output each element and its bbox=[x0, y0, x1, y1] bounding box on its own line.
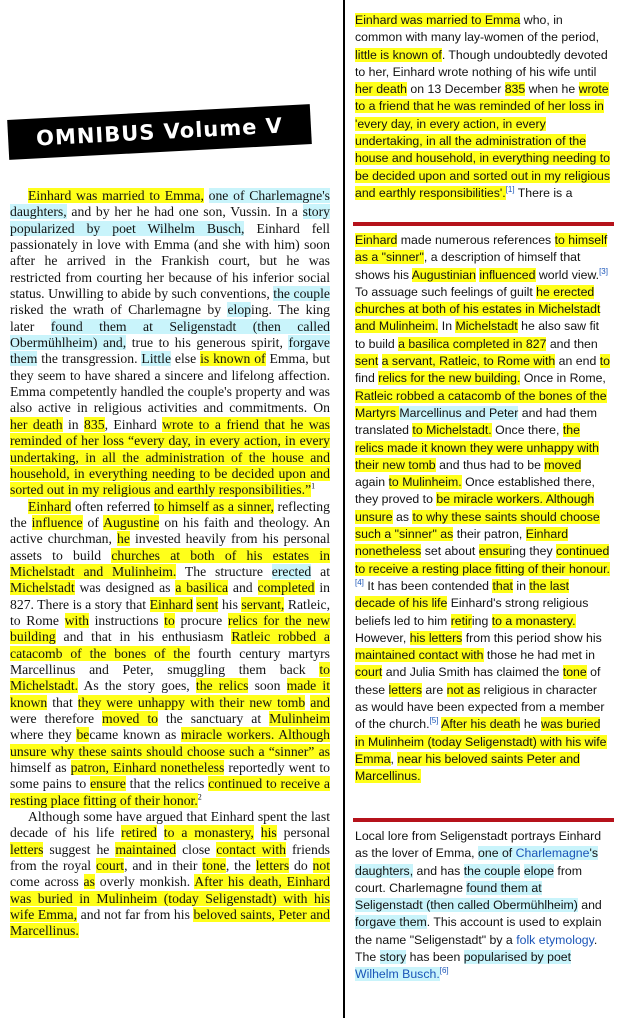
text-run: true to his generous spirit, bbox=[126, 335, 289, 351]
text-run: as bbox=[392, 509, 413, 524]
text-run: friends from the royal bbox=[10, 841, 331, 874]
highlighted-text: maintained bbox=[115, 841, 177, 857]
text-run: and not far from his bbox=[77, 907, 194, 923]
highlighted-text: found them at Seligenstadt (then called Obermühlheim) and, bbox=[10, 318, 330, 351]
text-run: suggest he bbox=[43, 841, 116, 857]
text-run: , and in their bbox=[124, 858, 203, 874]
text-run: again bbox=[355, 475, 389, 490]
text-run: the sanctuary at bbox=[157, 711, 270, 726]
text-run: he bbox=[520, 717, 541, 732]
highlighted-text: that bbox=[492, 578, 513, 593]
highlighted-text: forgave them bbox=[10, 335, 330, 367]
highlighted-text: patron, Einhard nonetheless bbox=[70, 760, 225, 776]
text-run: often referred bbox=[71, 498, 154, 514]
text-run: world view. bbox=[535, 267, 600, 282]
text-run: made numerous references bbox=[397, 233, 555, 247]
text-run: and has bbox=[413, 863, 464, 878]
text-run: of bbox=[82, 514, 104, 530]
text-run: reportedly went to some pains to bbox=[10, 760, 330, 792]
highlighted-text: sent bbox=[196, 596, 219, 612]
text-run: Einhard fell passionately in love with Emma (and she with him) soon after he arrived in the Frankish court, but he was restricted from courting her because of his inferior social status. Unwilling to abide by such conventions, bbox=[10, 220, 330, 302]
book-paragraph-1 bbox=[10, 188, 330, 499]
highlighted-text: to Michelstadt. bbox=[412, 423, 492, 438]
highlighted-text: was buried in Mulinheim (today Seligenstadt) with his wife Emma bbox=[355, 717, 607, 766]
highlighted-text: beloved saints, Peter and Marcellinus. bbox=[10, 907, 330, 939]
text-run: As the story goes, bbox=[78, 678, 196, 694]
highlighted-text: his bbox=[260, 825, 277, 841]
text-run: in bbox=[62, 416, 85, 432]
highlighted-text: near his beloved saints Peter and Marcellinus. bbox=[355, 751, 580, 784]
highlighted-text: with bbox=[64, 612, 89, 628]
highlighted-text: to bbox=[164, 612, 175, 628]
highlighted-text: a basilica completed in 827 bbox=[398, 336, 547, 351]
text-run: and had them translated bbox=[355, 405, 597, 438]
text-run: . This account is used to explain the name "Seligenstadt" by a bbox=[355, 915, 602, 947]
citation-link[interactable]: folk etymology bbox=[516, 932, 594, 947]
citation-link[interactable]: [1] bbox=[505, 184, 515, 194]
highlighted-text: Mulinheim bbox=[269, 711, 330, 726]
highlighted-text: Ratleic robbed a catacomb of the bones of the Martyrs bbox=[355, 388, 607, 420]
highlighted-text: Marcellinus and Peter bbox=[399, 405, 519, 420]
highlighted-text: influenced bbox=[479, 267, 536, 282]
highlighted-text: moved bbox=[544, 457, 582, 472]
text-run: do bbox=[289, 858, 313, 874]
highlighted-text: story bbox=[379, 950, 407, 965]
text-run: Once there, bbox=[491, 423, 563, 438]
text-run: was designed as bbox=[74, 580, 176, 596]
text-run: has been bbox=[406, 950, 464, 965]
highlighted-text: the couple bbox=[273, 286, 330, 302]
highlighted-text: relics for the new building. bbox=[378, 371, 521, 386]
highlighted-text: letters bbox=[255, 858, 290, 874]
red-separator bbox=[353, 818, 614, 822]
text-run: Once in Rome, bbox=[520, 371, 606, 386]
highlighted-text: wrote to a friend that he was reminded of her loss in 'every day, in every action, in every undertaking, in all the administration of the house and household, in everything needing to be decided upon and sorted out in my religious and earthly responsibilities'. bbox=[355, 82, 611, 200]
highlighted-text: 835 bbox=[84, 416, 105, 432]
highlighted-text: Ratleic robbed a catacomb of the bones of the bbox=[10, 629, 330, 661]
text-run: . Though undoubtedly devoted to her, Einhard wrote nothing of his wife until bbox=[355, 47, 608, 79]
text-run: and then bbox=[546, 336, 598, 351]
highlighted-text: tone bbox=[202, 858, 226, 874]
text-run: and bbox=[228, 580, 258, 596]
text-run: that bbox=[47, 694, 78, 710]
highlighted-text: her death bbox=[355, 82, 407, 97]
wiki-excerpt-1 bbox=[355, 12, 612, 202]
text-run: , bbox=[390, 751, 398, 766]
highlighted-text: not bbox=[312, 858, 331, 874]
text-run: on 13 December bbox=[406, 82, 505, 97]
highlighted-text: to bbox=[599, 354, 610, 369]
highlighted-text: retir bbox=[450, 613, 472, 628]
text-run bbox=[157, 825, 164, 840]
text-run: he also saw fit to build bbox=[355, 319, 600, 351]
text-run: their patron, bbox=[453, 527, 526, 542]
text-run: , Einhard bbox=[104, 416, 163, 432]
highlighted-text: the relics made it known they were unhappy with their new tomb bbox=[355, 423, 600, 472]
text-run: religious in character as would have been expected from a member of the church. bbox=[355, 682, 605, 732]
highlighted-text: the relics bbox=[195, 678, 249, 694]
highlighted-text: completed bbox=[257, 580, 315, 596]
text-run: 1 bbox=[311, 481, 316, 491]
highlighted-text: Einhard was married to Emma bbox=[355, 13, 521, 27]
book-paragraph-3 bbox=[10, 809, 330, 940]
right-column bbox=[349, 0, 620, 1018]
highlighted-text: Augustine bbox=[103, 514, 160, 530]
highlighted-text: Einhard bbox=[355, 233, 398, 247]
highlighted-text: Einhard bbox=[28, 498, 72, 514]
highlighted-text: one of Charlemagne's daughters, bbox=[10, 188, 330, 220]
book-excerpt bbox=[10, 188, 330, 940]
highlighted-text: to why these saints should choose such a "sinner" as bbox=[355, 509, 600, 542]
citation-link[interactable]: [5] bbox=[429, 716, 439, 726]
wiki-excerpt-2 bbox=[355, 232, 612, 786]
highlighted-text: servant, bbox=[241, 596, 285, 612]
highlighted-text: one of bbox=[478, 846, 516, 861]
text-run: Emma, but they seem to have shared a sincere and lifelong affection. Emma competently handled the couple's property and was also active in religious activities and commitments. On bbox=[10, 351, 330, 416]
highlighted-text: forgave them bbox=[355, 915, 427, 930]
highlighted-text: to Mulinheim. bbox=[388, 475, 462, 490]
highlighted-text: Augustinian bbox=[411, 267, 476, 282]
highlighted-text: he erected churches at both of his estates in Michelstadt and Mulinheim. bbox=[355, 284, 601, 334]
text-run: were therefore bbox=[10, 711, 103, 726]
text-run: fourth century martyrs Marcellinus and Peter, smuggling them back bbox=[10, 645, 330, 677]
text-run: There is a bbox=[514, 185, 573, 200]
text-run: and thus had to be bbox=[435, 457, 545, 472]
highlighted-text: found them at Seligenstadt (then called Obermühlheim) bbox=[355, 880, 578, 913]
text-run: set about bbox=[421, 544, 479, 559]
highlighted-text: the couple bbox=[463, 863, 521, 878]
text-run: from this period show his bbox=[462, 630, 602, 645]
text-run: Einhard's strong religious beliefs led to him bbox=[355, 596, 589, 628]
text-run: invested heavily from his personal assets to build bbox=[10, 531, 330, 563]
highlighted-text: popularised by poet bbox=[463, 950, 572, 965]
text-run: in 827. There is a story that bbox=[10, 580, 331, 612]
banner-title: OMNIBUS Volume V bbox=[35, 113, 284, 151]
highlighted-text: little is known of bbox=[355, 47, 442, 62]
highlighted-text: elop bbox=[227, 302, 252, 318]
citation-link[interactable]: [3] bbox=[599, 266, 608, 276]
text-run: The structure bbox=[176, 563, 272, 579]
highlighted-text: not as bbox=[446, 682, 481, 697]
highlighted-text: ensur bbox=[478, 544, 510, 559]
highlighted-text: relics for the new building bbox=[10, 612, 330, 645]
text-run: those he had met in bbox=[483, 648, 595, 663]
highlighted-text: erected bbox=[271, 563, 312, 579]
highlighted-text: to himself as a sinner, bbox=[153, 498, 274, 514]
highlighted-text: Einhard nonetheless bbox=[355, 527, 569, 559]
column-divider bbox=[343, 0, 345, 1018]
highlighted-text: to himself as a "sinner" bbox=[355, 233, 608, 265]
text-run: instructions bbox=[88, 612, 165, 628]
highlighted-text: miracle workers. Although unsure why these saints should choose such a “sinner” as bbox=[10, 727, 330, 759]
highlighted-text: is known of bbox=[200, 351, 266, 367]
text-run: 2 bbox=[197, 792, 202, 802]
text-run: when he bbox=[525, 82, 579, 97]
text-run: in bbox=[512, 578, 530, 593]
text-run: , a description of himself that shows his bbox=[355, 250, 581, 282]
citation-link[interactable]: [4] bbox=[355, 577, 364, 587]
highlighted-text: letters bbox=[388, 682, 422, 697]
text-run: find bbox=[355, 371, 379, 386]
highlighted-text: court bbox=[95, 858, 125, 874]
highlighted-text: a basilica bbox=[175, 580, 229, 596]
highlighted-text: a servant, Ratleic, to Rome with bbox=[381, 354, 556, 369]
highlighted-text: he bbox=[117, 531, 130, 547]
text-run: are bbox=[422, 682, 447, 697]
text-run: Ratleic, to Rome bbox=[10, 596, 331, 628]
highlighted-text: ensure bbox=[90, 776, 126, 792]
text-run: risked the wrath of Charlemagne by bbox=[10, 302, 228, 318]
citation-link[interactable]: Wilhelm Busch. bbox=[355, 967, 440, 982]
highlighted-text: wrote to a friend that he was reminded of her loss “every day, in every action, in every undertaking, in all the administration of the house and household, in everything needing to be decided upon and sorted out in my religious and earthly responsibilities.” bbox=[10, 416, 330, 498]
highlighted-text: Michelstadt bbox=[10, 580, 75, 596]
highlighted-text: court bbox=[355, 665, 383, 680]
highlighted-text: they were unhappy with their new tomb bbox=[77, 694, 306, 710]
highlighted-text: 's daughters, bbox=[355, 846, 598, 878]
highlighted-text: his letters bbox=[409, 630, 463, 645]
highlighted-text: made it known bbox=[10, 678, 330, 710]
highlighted-text: story popularized by poet Wilhelm Busch, bbox=[10, 204, 330, 236]
highlighted-text: her death bbox=[10, 416, 63, 432]
text-run: and that in his enthusiasm bbox=[55, 629, 232, 645]
text-run: and Julia Smith has claimed the bbox=[382, 665, 563, 680]
text-run: that the relics bbox=[125, 776, 209, 792]
text-run: come across bbox=[10, 874, 84, 890]
text-run: personal bbox=[276, 825, 331, 841]
text-run: of these bbox=[355, 665, 601, 697]
text-run: procure bbox=[174, 612, 228, 628]
omnibus-banner bbox=[7, 104, 312, 160]
text-run: close bbox=[176, 841, 217, 857]
highlighted-text: influence bbox=[31, 514, 83, 530]
text-run: came known as bbox=[89, 727, 182, 743]
highlighted-text: maintained contact with bbox=[355, 648, 484, 663]
red-separator bbox=[353, 222, 614, 226]
highlighted-text: continued to receive a resting place fitting of their honour. bbox=[355, 544, 610, 576]
highlighted-text: After his death, Einhard was buried in Mulinheim (today Seligenstadt) with his wife Emma, bbox=[10, 874, 330, 923]
highlighted-text: be miracle workers. Although unsure bbox=[355, 492, 595, 524]
text-run: To assuage such feelings of guilt bbox=[355, 284, 537, 299]
text-run: ing bbox=[471, 613, 492, 628]
highlighted-text: sent bbox=[355, 354, 379, 369]
highlighted-text: letters bbox=[10, 841, 44, 857]
text-run bbox=[254, 825, 261, 840]
text-run: an end bbox=[555, 354, 600, 369]
text-run: It has been contended bbox=[363, 578, 493, 593]
text-run: at bbox=[311, 563, 330, 579]
wiki-excerpt-3 bbox=[355, 828, 612, 984]
text-run bbox=[204, 188, 209, 203]
highlighted-text: Einhard was married to Emma, bbox=[28, 188, 204, 203]
text-run: overly monkish. bbox=[94, 874, 195, 890]
text-run: from court. Charlemagne bbox=[355, 863, 582, 895]
highlighted-text: Little bbox=[141, 351, 172, 367]
text-run: soon bbox=[248, 678, 287, 694]
text-run: the transgression. bbox=[37, 351, 142, 367]
highlighted-text: to a monastery, bbox=[163, 825, 254, 841]
highlighted-text: Michelstadt bbox=[455, 319, 518, 334]
text-run: ing. The king later bbox=[10, 302, 330, 334]
text-run: on his faith and theology. An active churchman, bbox=[10, 514, 330, 547]
citation-link[interactable]: Charlemagne bbox=[515, 846, 590, 861]
highlighted-text: After his death bbox=[441, 717, 521, 732]
text-run: In bbox=[438, 319, 456, 334]
text-run: reflecting the bbox=[10, 498, 330, 530]
text-run: ing they bbox=[509, 544, 557, 559]
highlighted-text: contact with bbox=[216, 841, 287, 857]
text-run: and by her he had one son, Vussin. In a bbox=[66, 204, 303, 220]
highlighted-text: churches at both of his estates in Michelstadt and Mulinheim. bbox=[10, 547, 330, 579]
highlighted-text: and bbox=[310, 694, 331, 710]
citation-link[interactable]: [6] bbox=[439, 966, 449, 976]
highlighted-text: continued to receive a resting place fitting of their honor. bbox=[10, 776, 331, 808]
highlighted-text: the last decade of his life bbox=[355, 578, 570, 611]
highlighted-text: Einhard bbox=[149, 596, 193, 612]
highlighted-text: elope bbox=[523, 863, 554, 878]
text-run: Once established there, they proved to bbox=[355, 475, 595, 507]
text-run: else bbox=[171, 351, 201, 367]
highlighted-text: retired bbox=[121, 825, 157, 841]
book-paragraph-2 bbox=[10, 499, 330, 810]
text-run: , the bbox=[225, 858, 256, 874]
text-run: Although some have argued that Einhard spent the last decade of his life bbox=[10, 809, 330, 841]
text-run: However, bbox=[355, 630, 410, 645]
highlighted-text: be bbox=[76, 727, 90, 743]
highlighted-text: tone bbox=[562, 665, 587, 680]
text-run: himself as bbox=[10, 760, 71, 776]
highlighted-text: moved to bbox=[102, 711, 158, 726]
highlighted-text: to a monastery. bbox=[491, 613, 576, 628]
text-run: Local lore from Seligenstadt portrays Einhard as the lover of Emma, bbox=[355, 829, 602, 861]
text-run: . The bbox=[355, 932, 598, 965]
text-run: where they bbox=[10, 727, 77, 743]
highlighted-text: to Michelstadt. bbox=[10, 661, 330, 694]
text-run: and bbox=[577, 898, 602, 913]
highlighted-text: 835 bbox=[504, 82, 526, 97]
text-run: who, in common with many lay-women of the period, bbox=[355, 13, 599, 45]
highlighted-text: as bbox=[83, 874, 95, 890]
text-run: his bbox=[218, 596, 242, 612]
